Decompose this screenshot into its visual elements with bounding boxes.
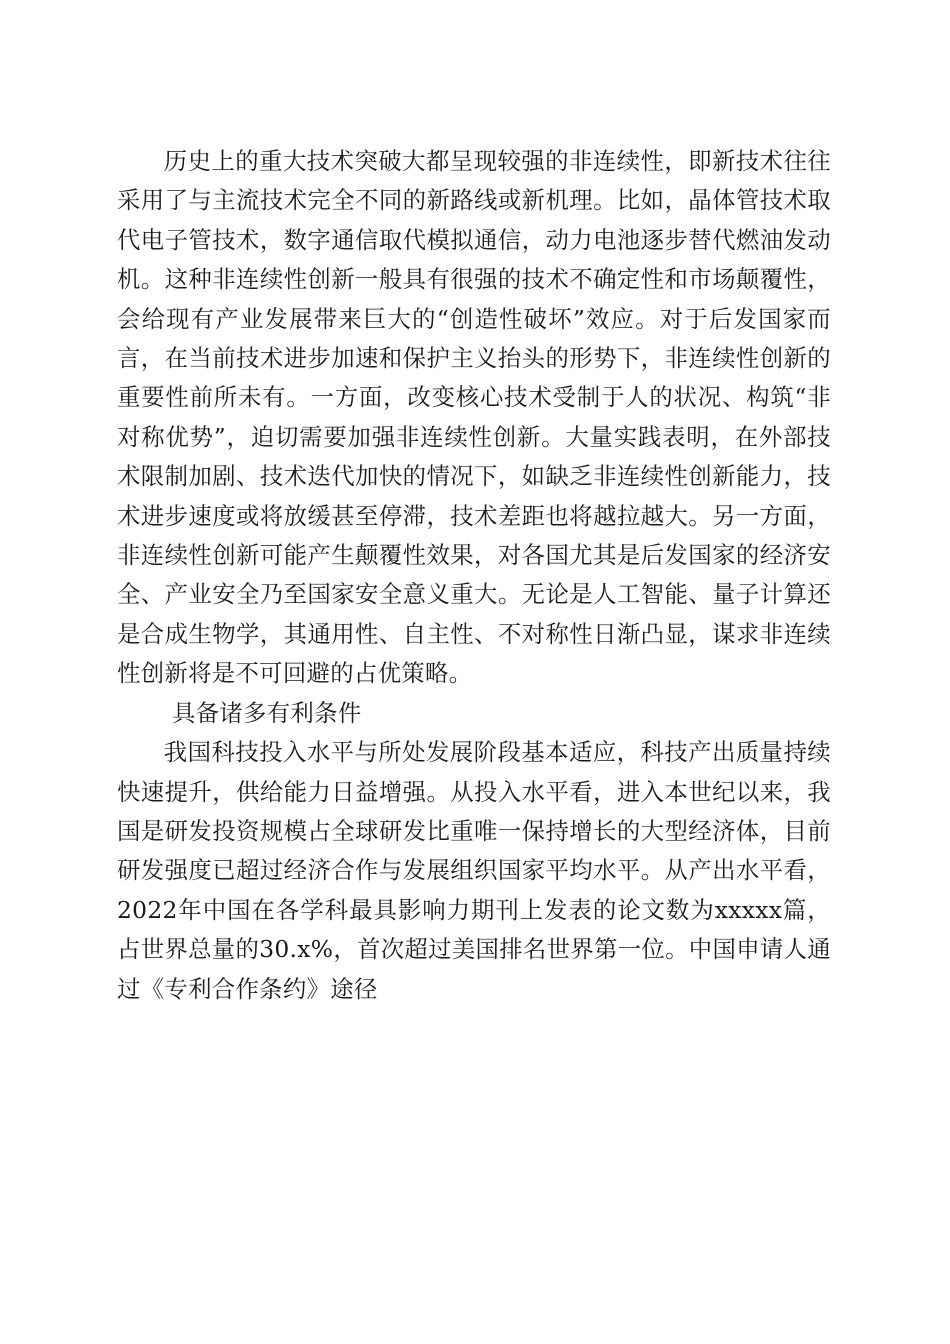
paragraph-discontinuous-innovation: 历史上的重大技术突破大都呈现较强的非连续性，即新技术往往采用了与主流技术完全不同的新路线或新机理。比如，晶体管技术取代电子管技术，数字通信取代模拟通信，动力电池逐步替代燃油发动机。这种非连续性创新一般具有很强的技术不确定性和市场颠覆性，会给现有产业发展带来巨大的“创造性破坏”效应。对于后发国家而言，在当前技术进步加速和保护主义抬头的形势下，非连续性创新的重要性前所未有。一方面，改变核心技术受制于人的状况、构筑“非对称优势”，迫切需要加强非连续性创新。大量实践表明，在外部技术限制加剧、技术迭代加快的情况下，如缺乏非连续性创新能力，技术进步速度或将放缓甚至停滞，技术差距也将越拉越大。另一方面，非连续性创新可能产生颠覆性效果，对各国尤其是后发国家的经济安全、产业安全乃至国家安全意义重大。无论是人工智能、量子计算还是合成生物学，其通用性、自主性、不对称性日渐凸显，谋求非连续性创新将是不可回避的占优策略。 xyxy=(117,147,831,688)
section-subheading: 具备诸多有利条件 xyxy=(171,698,362,727)
paragraph-favorable-conditions: 我国科技投入水平与所处发展阶段基本适应，科技产出质量持续快速提升，供给能力日益增强。从投入水平看，进入本世纪以来，我国是研发投资规模占全球研发比重唯一保持增长的大型经济体，目前研发强度已超过经济合作与发展组织国家平均水平。从产出水平看，2022年中国在各学科最具影响力期刊上发表的论文数为xxxxx篇，占世界总量的30.x%，首次超过美国排名世界第一位。中国申请人通过《专利合作条约》途径 xyxy=(117,738,831,1003)
document-body xyxy=(117,142,831,1009)
